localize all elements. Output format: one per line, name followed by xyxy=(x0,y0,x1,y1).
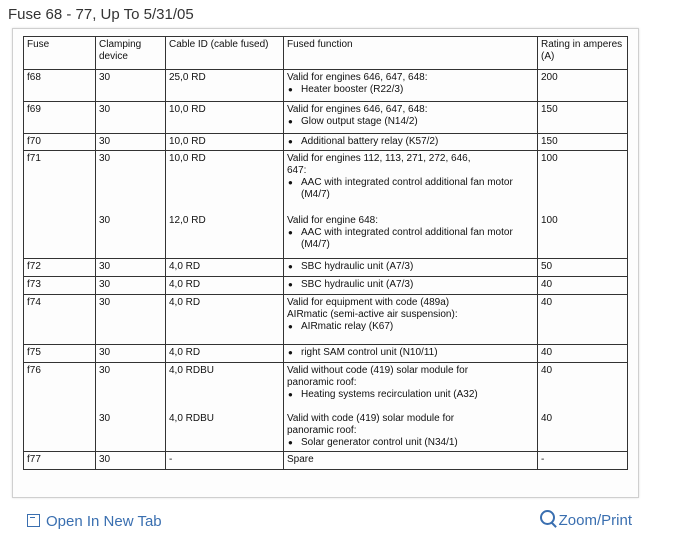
cell-cable-id: 4,0 RDBU xyxy=(166,363,284,411)
cell-clamping-device: 30 xyxy=(96,151,166,213)
cell-clamping-device: 30 xyxy=(96,451,166,469)
cell-clamping-device: 30 xyxy=(96,213,166,259)
function-bullet-item: ● AIRmatic relay (K67) xyxy=(287,321,534,333)
header-cable-id: Cable ID (cable fused) xyxy=(166,37,284,70)
cell-rating: 40 xyxy=(538,363,628,411)
function-bullet-item: ● AAC with integrated control additional fan motor (M4/7) xyxy=(287,177,534,201)
function-bullet-item: ● SBC hydraulic unit (A7/3) xyxy=(287,261,534,273)
cell-fuse: f72 xyxy=(24,259,96,277)
cell-clamping-device: 30 xyxy=(96,295,166,345)
table-row xyxy=(24,295,628,345)
cell-fused-function xyxy=(284,295,538,345)
cell-rating: 40 xyxy=(538,411,628,452)
footer-bar xyxy=(0,500,675,540)
cell-clamping-device: 30 xyxy=(96,102,166,134)
function-bullet-item: ● AAC with integrated control additional fan motor (M4/7) xyxy=(287,227,534,251)
function-bullet-item: ● Additional battery relay (K57/2) xyxy=(287,136,534,148)
table-header-row xyxy=(24,37,628,70)
cell-rating: 40 xyxy=(538,277,628,295)
cell-cable-id: 10,0 RD xyxy=(166,102,284,134)
function-bullet-item: ● Heating systems recirculation unit (A32) xyxy=(287,389,534,401)
cell-cable-id: 10,0 RD xyxy=(166,151,284,213)
cell-fuse: f70 xyxy=(24,134,96,151)
table-row xyxy=(24,277,628,295)
cell-cable-id: 4,0 RD xyxy=(166,295,284,345)
function-bullet-item: ● SBC hydraulic unit (A7/3) xyxy=(287,279,534,291)
fuse-table xyxy=(23,36,628,470)
cell-fused-function xyxy=(284,70,538,102)
cell-rating: 50 xyxy=(538,259,628,277)
table-row xyxy=(24,259,628,277)
cell-rating: 150 xyxy=(538,102,628,134)
cell-fuse: f73 xyxy=(24,277,96,295)
table-row xyxy=(24,151,628,213)
cell-fuse xyxy=(24,213,96,259)
cell-rating: 150 xyxy=(538,134,628,151)
cell-cable-id: 4,0 RD xyxy=(166,345,284,363)
table-row xyxy=(24,134,628,151)
cell-clamping-device: 30 xyxy=(96,411,166,452)
cell-rating: - xyxy=(538,451,628,469)
cell-fused-function xyxy=(284,363,538,411)
function-text: Valid for engines 646, 647, 648: xyxy=(287,72,428,83)
function-text: Valid without code (419) solar module for xyxy=(287,365,469,376)
function-text: panoramic roof: xyxy=(287,377,357,388)
table-row xyxy=(24,451,628,469)
function-text: panoramic roof: xyxy=(287,424,357,436)
zoom-print-link[interactable] xyxy=(540,510,632,529)
cell-clamping-device: 30 xyxy=(96,345,166,363)
function-bullet-item: ● Glow output stage (N14/2) xyxy=(287,116,534,128)
table-row xyxy=(24,213,628,259)
cell-fused-function xyxy=(284,151,538,213)
cell-fuse: f68 xyxy=(24,70,96,102)
cell-fuse xyxy=(24,411,96,452)
function-text: Valid for engines 112, 113, 271, 272, 646, xyxy=(287,153,471,164)
cell-cable-id: 10,0 RD xyxy=(166,134,284,151)
cell-rating: 200 xyxy=(538,70,628,102)
page-title: Fuse 68 - 77, Up To 5/31/05 xyxy=(8,6,194,23)
function-text: 647: xyxy=(287,165,307,176)
function-bullet-item: ● Solar generator control unit (N34/1) xyxy=(287,437,534,449)
function-bullet-item: ● Heater booster (R22/3) xyxy=(287,84,534,96)
cell-clamping-device: 30 xyxy=(96,134,166,151)
cell-clamping-device: 30 xyxy=(96,277,166,295)
table-row xyxy=(24,102,628,134)
open-in-new-tab-label: Open In New Tab xyxy=(46,513,162,530)
function-text: Valid for engines 646, 647, 648: xyxy=(287,104,428,115)
header-fused-function: Fused function xyxy=(284,37,538,70)
cell-rating: 100 xyxy=(538,151,628,213)
cell-rating: 40 xyxy=(538,345,628,363)
zoom-print-label: Zoom/Print xyxy=(558,512,632,529)
function-bullet-item: ● right SAM control unit (N10/11) xyxy=(287,347,534,359)
function-text: AIRmatic (semi-active air suspension): xyxy=(287,309,458,320)
cell-clamping-device: 30 xyxy=(96,70,166,102)
cell-fuse: f71 xyxy=(24,151,96,213)
cell-fuse: f75 xyxy=(24,345,96,363)
table-row xyxy=(24,70,628,102)
header-clamping-device: Clamping device xyxy=(96,37,166,70)
function-text: Spare xyxy=(287,453,314,465)
cell-clamping-device: 30 xyxy=(96,259,166,277)
function-text: Valid for equipment with code (489a) xyxy=(287,297,450,308)
header-rating: Rating in amperes (A) xyxy=(538,37,628,70)
table-row xyxy=(24,363,628,411)
cell-fused-function xyxy=(284,451,538,469)
fuse-table-image xyxy=(12,28,639,498)
cell-fused-function xyxy=(284,134,538,151)
table-row xyxy=(24,345,628,363)
cell-cable-id: 4,0 RDBU xyxy=(166,411,284,452)
cell-cable-id: 4,0 RD xyxy=(166,259,284,277)
cell-fuse: f77 xyxy=(24,451,96,469)
open-tab-icon xyxy=(27,514,40,527)
cell-cable-id: - xyxy=(166,451,284,469)
cell-cable-id: 12,0 RD xyxy=(166,213,284,259)
cell-clamping-device: 30 xyxy=(96,363,166,411)
header-fuse: Fuse xyxy=(24,37,96,70)
magnifier-icon xyxy=(540,510,555,525)
cell-fused-function xyxy=(284,411,538,452)
cell-rating: 40 xyxy=(538,295,628,345)
cell-fused-function xyxy=(284,213,538,259)
cell-fuse: f69 xyxy=(24,102,96,134)
cell-fused-function xyxy=(284,277,538,295)
cell-fused-function xyxy=(284,102,538,134)
cell-fuse: f74 xyxy=(24,295,96,345)
table-row xyxy=(24,411,628,452)
cell-cable-id: 4,0 RD xyxy=(166,277,284,295)
cell-fuse: f76 xyxy=(24,363,96,411)
open-in-new-tab-link[interactable] xyxy=(27,513,162,530)
function-text: Valid with code (419) solar module for xyxy=(287,412,455,424)
function-text: Valid for engine 648: xyxy=(287,214,378,226)
cell-fused-function xyxy=(284,259,538,277)
cell-rating: 100 xyxy=(538,213,628,259)
cell-fused-function xyxy=(284,345,538,363)
cell-cable-id: 25,0 RD xyxy=(166,70,284,102)
